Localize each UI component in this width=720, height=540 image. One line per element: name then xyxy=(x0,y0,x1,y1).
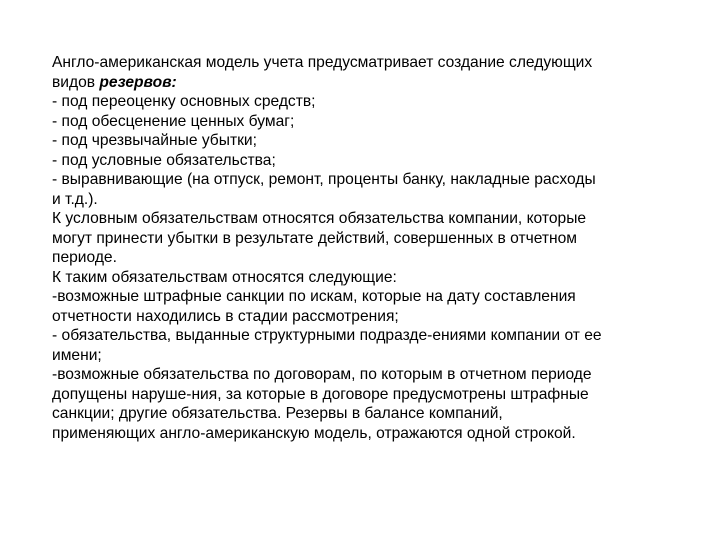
text-line: - под обесценение ценных бумаг; xyxy=(52,112,295,130)
text-line: - под чрезвычайные убытки; xyxy=(52,132,257,149)
text-line: санкции; другие обязательства. Резервы в балансе компаний, xyxy=(52,405,503,422)
text-line: и т.д.). xyxy=(52,190,98,208)
text-line: периоде. xyxy=(52,249,117,266)
text-line: имени; xyxy=(52,346,102,364)
text-line: применяющих англо-американскую модель, отражаются одной строкой. xyxy=(52,424,576,442)
emphasis-text: резервов: xyxy=(99,73,177,91)
text-line: -возможные штрафные санкции по искам, которые на дату составления xyxy=(52,288,576,305)
text-line: - под переоценку основных средств; xyxy=(52,93,316,110)
text-line: - выравнивающие (на отпуск, ремонт, проценты банку, накладные расходы xyxy=(52,171,596,188)
text-line: - обязательства, выданные структурными подразде-ениями компании от ее xyxy=(52,327,602,344)
body-text xyxy=(52,53,702,443)
text-line-prefix: видов xyxy=(52,73,100,91)
text-line: -возможные обязательства по договорам, по которым в отчетном периоде xyxy=(52,366,592,383)
text-line: Англо-американская модель учета предусматривает создание следующих xyxy=(52,54,593,71)
text-line: - под условные обязательства; xyxy=(52,151,276,169)
text-line xyxy=(52,73,702,93)
text-line: могут принести убытки в результате действий, совершенных в отчетном xyxy=(52,229,578,247)
text-line: допущены наруше-ния, за которые в договоре предусмотрены штрафные xyxy=(52,385,589,403)
text-line: отчетности находились в стадии рассмотрения; xyxy=(52,307,399,325)
text-line: К условным обязательствам относятся обязательства компании, которые xyxy=(52,210,587,227)
text-line: К таким обязательствам относятся следующие: xyxy=(52,268,397,286)
